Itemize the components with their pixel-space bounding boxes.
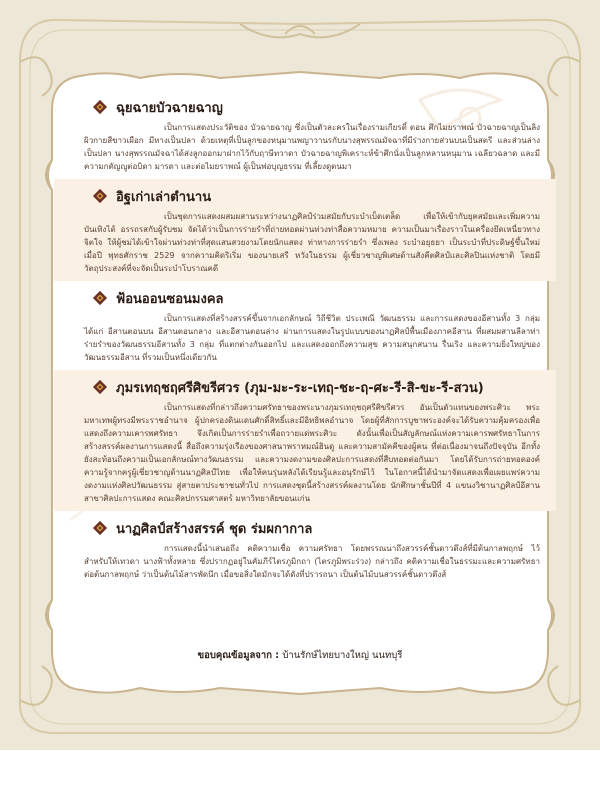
- diamond-bullet-icon: [92, 379, 108, 395]
- section-phummara: [54, 370, 556, 511]
- credit-line: [0, 648, 600, 663]
- section-title: ฟ้อนออนซอนมงคล: [116, 291, 224, 307]
- section-text: เป็นการแสดงที่สร้างสรรค์ขึ้นจากเอกลักษณ์ วิถีชีวิต ประเพณี วัฒนธรรม และการแสดงของอีสานทั้ง 3 กลุ่ม ได้แก่ อีสานตอนบน อีสานตอนกลาง และอีสานตอนล่าง ผ่านการแสดงในรูปแบบของนาฏศิลป์พื้นเมืองภาคอีสาน ที่ผสมผสานลีลาท่าร่ายรำของวัฒนธรรมอีสานทั้ง 3 กลุ่ม ที่แตกต่างกันออกไป และแสดงออกถึงความสุข ความสนุกสนาน รื่นเริง และความยิ่งใหญ่ของวัฒนธรรมอีสาน ที่รวมเป็นหนึ่งเดียวกัน: [84, 314, 540, 362]
- diamond-bullet-icon: [92, 290, 108, 306]
- diamond-bullet-icon: [92, 99, 108, 115]
- section-rom-phaka: [70, 511, 540, 587]
- section-title: ภุมรเทฤชฤศรีศิขรีศวร (ภุม-มะ-ระ-เทฤ-ชะ-ฤ-ศะ-รี-สิ-ขะ-รี-สวน): [116, 380, 484, 396]
- diamond-bullet-icon: [92, 188, 108, 204]
- section-text: เป็นชุดการแสดงผสมผสานระหว่างนาฏศิลป์ร่วมสมัยกับระบำเบ็ดเตล็ด เพื่อให้เข้ากับยุคสมัยและเพิ่มความบันเทิงได้ อรรถรสกับผู้รับชม จัดได้ว่าเป็นการร่ายรำที่ถ่ายทอดผ่านท่วงท่าสื่อความหมาย ความเป็นมาเรื่องราวในเครื่องยึดเหนี่ยวทางจิตใจ ให้ผู้ชมได้เข้าใจผ่านท่วงท่าที่สุดแสนสวยงามโดยนักแสดง ท่าทางการร่ายรำ ซึ่งเพลง ระบำอยุธยา เป็นระบำที่ประดิษฐ์ขึ้นใหม่ เมื่อปี พุทธศักราช 2529 จากความคิดริเริ่ม ของนายเสรี หวังในธรรม ผู้เชี่ยวชาญพิเศษด้านสังคีตศิลป์และศิลปินแห่งชาติ โดยมี วัตถุประสงค์ที่จะจัดเป็นระบำโบราณคดี: [84, 212, 540, 273]
- section-text: เป็นการแสดงประวัติของ บัวฉายฉาญ ซึ่งเป็นตัวละครในเรื่องรามเกียรติ์ ตอน ศึกไมยราพณ์ บัวฉายฉาญเป็นลิงผิวกายสีขาวเผือก มีหางเป็นปลา ด้วยเหตุที่เป็นลูกของหนุมานพญาวานรกับนางสุพรรณมัจฉาที่มีร่างกายส่วนบนเป็นสตรี และส่วนล่างเป็นปลา นางสุพรรณมัจฉาได้ส่งลูกออกมาฝากไว้กับฤาษีทวาดา บัวฉายฉาญพิเคราะห์ข้าศึกนั่งเป็นลูกหลานหนุมาน เฉลียวฉลาด และมีความกตัญญูต่อบิดา มารดา และต่อไมยราพณ์ ผู้เป็นพ่อบุญธรรม ที่เลี้ยงดูตนมา: [84, 123, 540, 171]
- section-fon-onson: [70, 281, 540, 370]
- section-title: อิฐเก่าเล่าตำนาน: [116, 189, 212, 205]
- section-text: เป็นการแสดงที่กล่าวถึงความศรัทธาของพระนางภุมรเทฤชฤศรีศิขรีศวร อันเป็นตัวแทนของพระศิวะ พระมหาเทพผู้ทรงมีพระราชอำนาจ ผู้ปกครองดินแดนศักดิ์สิทธิ์และมีอิทธิพลอำนาจ โดยผู้ที่สักการบูชาพระองค์จะได้รับความคุ้มครองเพื่อแสดงถึงความเคารพศรัทธา จึงเกิดเป็นการร่ายรำเพื่อถวายแด่พระศิวะ ดังนั้นเพื่อเป็นสัญลักษณ์แห่งความเคารพศรัทธาในการสร้างสรรค์ผลงานการแสดงนี้ สื่อถึงความรุ่งเรืองของศาสนาพราหมณ์ฮินดู และความสามัคคีของผู้คน ที่ต่อเนื่องมาจนถึงปัจจุบัน อีกทั้งยังสะท้อนถึงความเป็นเอกลักษณ์ทางวัฒนธรรม และความงดงามของศิลปะการแสดงที่สืบทอดต่อกันมา โดยได้รับการถ่ายทอดองค์ความรู้จากครูผู้เชี่ยวชาญด้านนาฏศิลป์ไทย เพื่อให้คนรุ่นหลังได้เรียนรู้และอนุรักษ์ไว้ ในโอกาสนี้ได้นำมาจัดแสดงเพื่อเผยแพร่ความงดงามแห่งศิลปวัฒนธรรม สู่สายตาประชาชนทั่วไป การแสดงชุดนี้สร้างสรรค์ผลงานโดย นักศึกษาชั้นปีที่ 4 แขนงวิชานาฏศิลป์อีสาน สาขาศิลปะการแสดง คณะศิลปกรรมศาสตร์ มหาวิทยาลัยขอนแก่น: [84, 403, 540, 503]
- section-title: ฉุยฉายบัวฉายฉาญ: [116, 100, 223, 116]
- credit-source: บ้านรักษ์ไทยบางใหญ่ นนทบุรี: [282, 650, 403, 661]
- content-column: [70, 90, 540, 587]
- diamond-bullet-icon: [92, 520, 108, 536]
- credit-label: ขอบคุณข้อมูลจาก :: [197, 650, 280, 661]
- section-chuichai: [70, 90, 540, 179]
- section-text: การแสดงนี้นำเสนอถึง คติความเชื่อ ความศรัทธา โดยพรรณนาถึงสวรรค์ชั้นดาวดึงส์ที่มีต้นกาลพฤกษ์ ไว้สำหรับให้เทวดา นางฟ้าทั้งหลาย ซึ่งปรากฏอยู่ในคัมภีร์ไตรภูมิกถา (ไตรภูมิพระร่วง) กล่าวถึง คติความเชื่อในธรรมะและความศรัทธาต่อต้นกาลพฤกษ์ ว่าเป็นต้นไม้สารพัดนึก เมื่อขอสิ่งใดมักจะได้ดังที่ปรารถนา เป็นต้นไม้บนสวรรค์ชั้นดาวดึงส์: [84, 544, 540, 579]
- section-ithkao: [54, 179, 556, 281]
- section-title: นาฏศิลป์สร้างสรรค์ ชุด ร่มผกากาล: [116, 521, 313, 537]
